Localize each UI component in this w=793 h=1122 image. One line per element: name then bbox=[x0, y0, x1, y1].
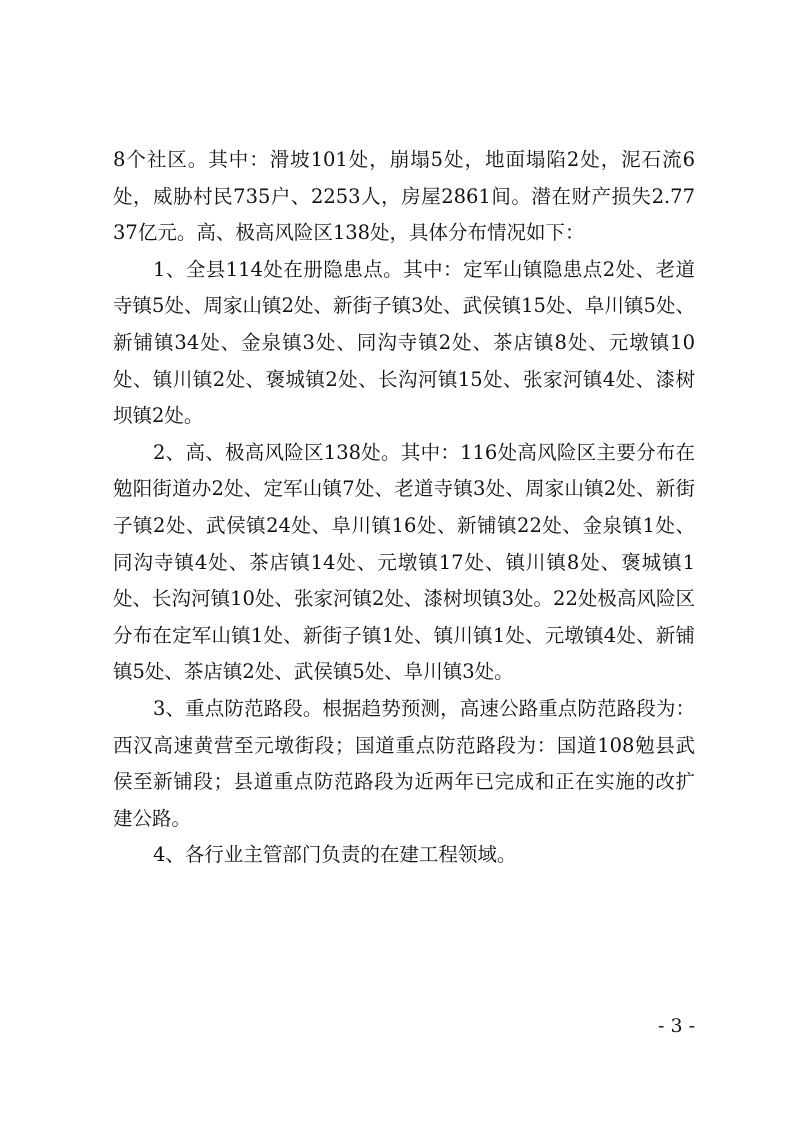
paragraph-high-risk-areas: 2、高、极高风险区138处。其中：116处高风险区主要分布在勉阳街道办2处、定军山镇7处、老道寺镇3处、周家山镇2处、新街子镇2处、武侯镇24处、阜川镇16处、新铺镇22处、金泉镇1处、同沟寺镇4处、茶店镇14处、元墩镇17处、镇川镇8处、褒城镇1处、长沟河镇10处、张家河镇2处、漆树坝镇3处。22处极高风险区分布在定军山镇1处、新街子镇1处、镇川镇1处、元墩镇4处、新铺镇5处、茶店镇2处、武侯镇5处、阜川镇3处。 bbox=[113, 440, 695, 684]
paragraph-registered-hazard-points: 1、全县114处在册隐患点。其中：定军山镇隐患点2处、老道寺镇5处、周家山镇2处、新街子镇3处、武侯镇15处、阜川镇5处、新铺镇34处、金泉镇3处、同沟寺镇2处、茶店镇8处、元墩镇10处、镇川镇2处、褒城镇2处、长沟河镇15处、张家河镇4处、漆树坝镇2处。 bbox=[113, 257, 695, 428]
page-number: - 3 - bbox=[657, 1015, 695, 1037]
paragraph-statistics-summary: 8个社区。其中：滑坡101处，崩塌5处，地面塌陷2处，泥石流6处，威胁村民735户、2253人，房屋2861间。潜在财产损失2.7737亿元。高、极高风险区138处，具体分布情况如下： bbox=[113, 148, 695, 245]
paragraph-construction-projects: 4、各行业主管部门负责的在建工程领域。 bbox=[153, 843, 517, 867]
paragraph-key-road-sections: 3、重点防范路段。根据趋势预测，高速公路重点防范路段为：西汉高速黄营至元墩街段；国道重点防范路段为：国道108勉县武侯至新铺段；县道重点防范路段为近两年已完成和正在实施的改扩建公路。 bbox=[113, 696, 695, 830]
document-body bbox=[113, 142, 695, 874]
